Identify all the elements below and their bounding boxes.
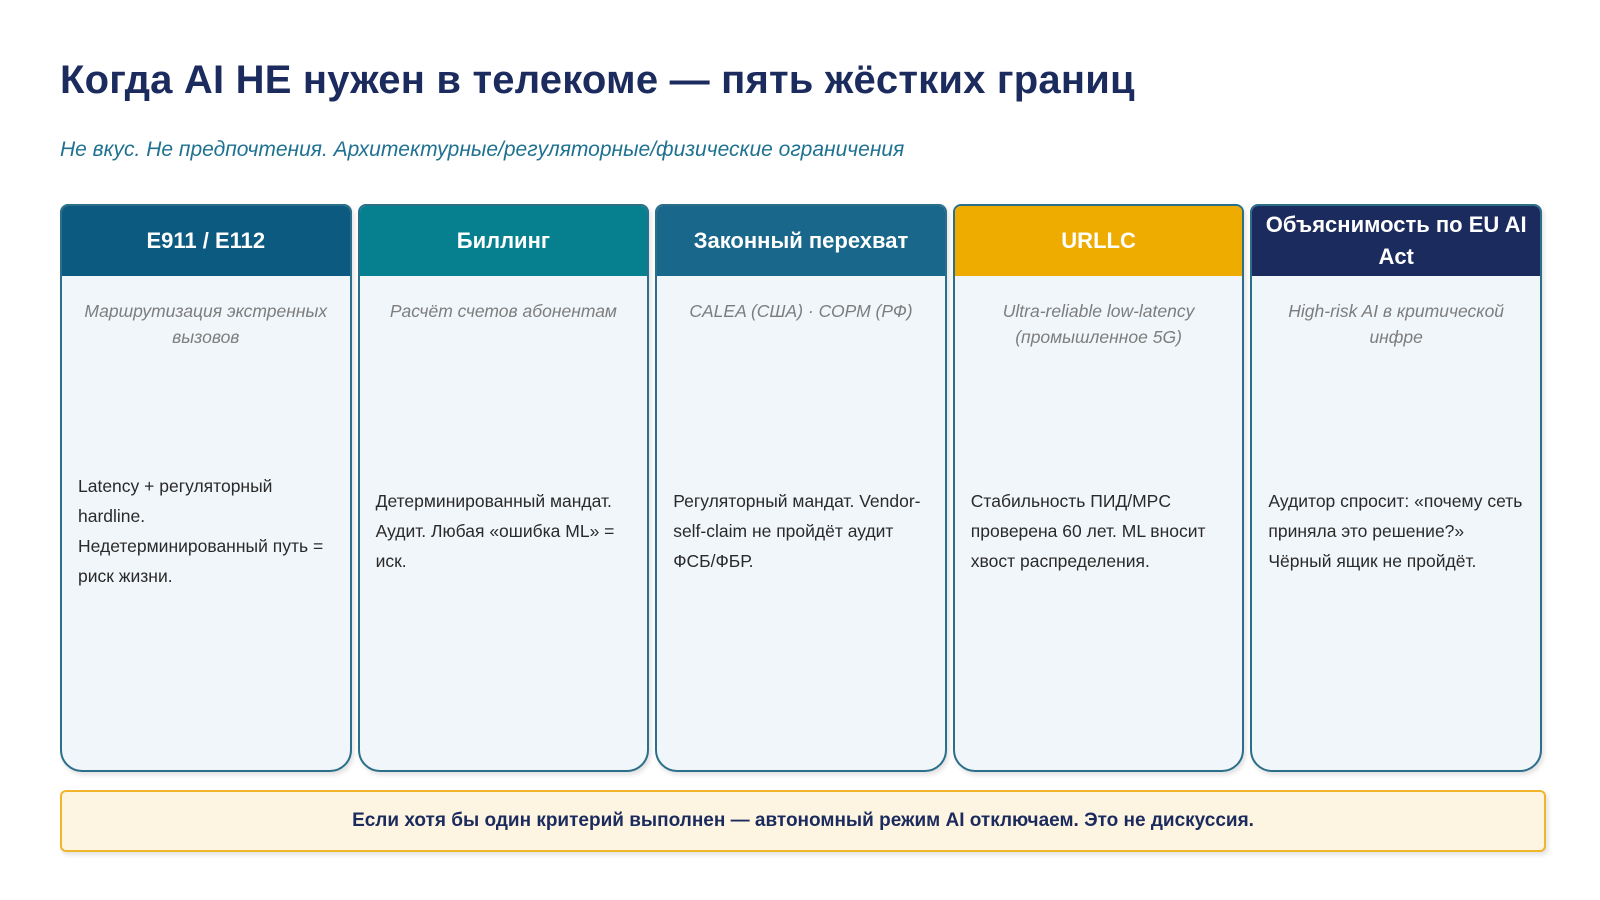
- card-body-line: Latency + регуляторный hardline.: [78, 476, 273, 526]
- card-eu-ai-act: [1250, 204, 1542, 772]
- card-subtitle: Маршрутизация экстренных вызовов: [84, 301, 328, 347]
- card-e911: [60, 204, 352, 772]
- card-body-line: Регуляторный мандат. Vendor-self-claim не пройдёт аудит ФСБ/ФБР.: [673, 491, 921, 571]
- card-body: [78, 471, 336, 591]
- card-billing: [358, 204, 650, 772]
- card-subtitle: CALEA (США) · СОРМ (РФ): [689, 301, 913, 321]
- card-body-line: Детерминированный мандат. Аудит. Любая «ошибка ML» = иск.: [375, 491, 615, 571]
- card-body: [1268, 486, 1526, 576]
- card-header: Объяснимость по EU AI Act: [1252, 206, 1540, 276]
- page-title: Когда AI НЕ нужен в телекоме — пять жёстких границ: [60, 58, 1135, 102]
- card-body: [673, 486, 931, 576]
- page-subtitle: Не вкус. Не предпочтения. Архитектурные/регуляторные/физические ограничения: [60, 138, 905, 161]
- criteria-cards: [60, 204, 1542, 772]
- footer-text: Если хотя бы один критерий выполнен — автономный режим AI отключаем. Это не дискуссия.: [352, 810, 1254, 831]
- card-subtitle: Ultra-reliable low-latency (промышленное 5G): [1002, 301, 1195, 347]
- card-body-line: Недетерминированный путь = риск жизни.: [78, 536, 324, 586]
- card-header: Законный перехват: [657, 206, 945, 276]
- card-subtitle: Расчёт счетов абонентам: [389, 301, 617, 321]
- card-urllc: [953, 204, 1245, 772]
- card-subtitle: High-risk AI в критической инфре: [1288, 301, 1505, 347]
- card-header: E911 / E112: [62, 206, 350, 276]
- card-body: [376, 486, 634, 576]
- card-body-line: Чёрный ящик не пройдёт.: [1268, 551, 1477, 571]
- card-body: [971, 486, 1229, 576]
- card-header: URLLC: [955, 206, 1243, 276]
- card-body-line: Аудитор спросит: «почему сеть приняла это решение?»: [1268, 491, 1523, 541]
- card-header: Биллинг: [360, 206, 648, 276]
- card-body-line: Стабильность ПИД/MPC проверена 60 лет. ML вносит хвост распределения.: [970, 491, 1206, 571]
- footer-callout: [60, 790, 1546, 852]
- card-lawful-intercept: [655, 204, 947, 772]
